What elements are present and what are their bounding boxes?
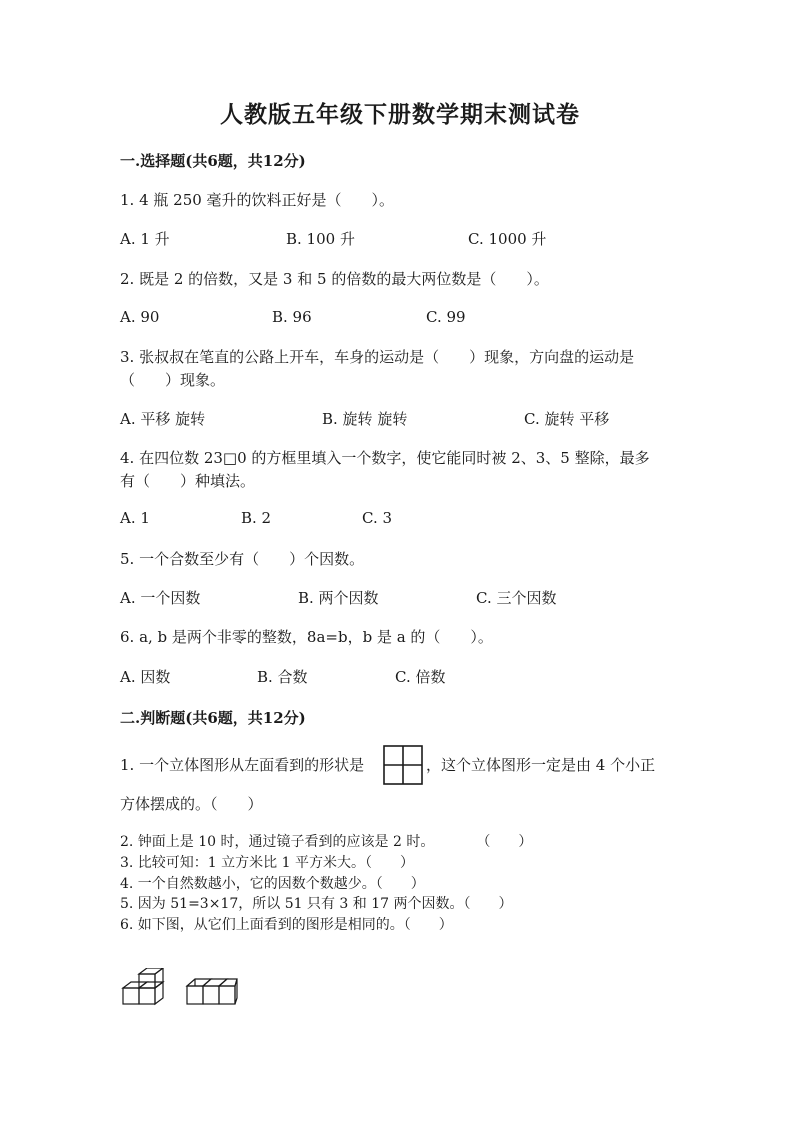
- judge-question-1: 1. 一个立体图形从左面看到的形状是: [120, 756, 365, 774]
- q6-option-c: C. 倍数: [395, 668, 446, 686]
- section-heading-choice: 一.选择题(共6题，共12分): [120, 152, 306, 170]
- q3-option-a: A. 平移 旋转: [120, 410, 206, 428]
- cube-row-figure-right: [184, 972, 240, 1008]
- judge-question-3: 3. 比较可知：1 立方米比 1 平方米大。（ ）: [120, 855, 414, 871]
- q4-option-a: A. 1: [120, 509, 150, 527]
- question-6: 6. a, b 是两个非零的整数，8a=b，b 是 a 的（ ）。: [120, 628, 493, 646]
- judge-question-5: 5. 因为 51=3×17，所以 51 只有 3 和 17 两个因数。（ ）: [120, 896, 513, 912]
- question-1: 1. 4 瓶 250 毫升的饮料正好是（ ）。: [120, 191, 395, 209]
- question-3-line2: （ ）现象。: [120, 371, 226, 389]
- q1-option-c: C. 1000 升: [468, 230, 547, 248]
- q5-option-b: B. 两个因数: [298, 589, 379, 607]
- q5-option-a: A. 一个因数: [120, 589, 201, 607]
- judge-question-6: 6. 如下图，从它们上面看到的图形是相同的。（ ）: [120, 917, 453, 933]
- q4-option-c: C. 3: [362, 509, 393, 527]
- q2-option-c: C. 99: [426, 308, 466, 326]
- page-title: 人教版五年级下册数学期末测试卷: [220, 101, 580, 128]
- q1-option-b: B. 100 升: [286, 230, 355, 248]
- judge-question-1-line2: 方体摆成的。（ ）: [120, 795, 263, 813]
- section-heading-judgement: 二.判断题(共6题，共12分): [120, 709, 306, 727]
- judge-question-4: 4. 一个自然数越小，它的因数个数越少。（ ）: [120, 876, 425, 892]
- q6-option-a: A. 因数: [120, 668, 171, 686]
- question-4: 4. 在四位数 23□0 的方框里填入一个数字，使它能同时被 2、3、5 整除，最多: [120, 449, 650, 467]
- q1-option-a: A. 1 升: [120, 230, 170, 248]
- judge-question-1-cont: ，这个立体图形一定是由 4 个小正: [426, 756, 656, 774]
- q2-option-b: B. 96: [272, 308, 312, 326]
- question-3: 3. 张叔叔在笔直的公路上开车，车身的运动是（ ）现象，方向盘的运动是: [120, 348, 635, 366]
- q3-option-b: B. 旋转 旋转: [322, 410, 408, 428]
- question-4-line2: 有（ ）种填法。: [120, 472, 256, 490]
- q2-option-a: A. 90: [120, 308, 160, 326]
- q5-option-c: C. 三个因数: [476, 589, 557, 607]
- q4-option-b: B. 2: [241, 509, 272, 527]
- question-5: 5. 一个合数至少有（ ）个因数。: [120, 550, 365, 568]
- q3-option-c: C. 旋转 平移: [524, 410, 610, 428]
- q6-option-b: B. 合数: [257, 668, 308, 686]
- cube-stack-figure-left: [120, 968, 174, 1008]
- four-square-grid-icon: [383, 745, 423, 785]
- judge-question-2: 2. 钟面上是 10 时，通过镜子看到的应该是 2 时。 （ ）: [120, 834, 533, 850]
- question-2: 2. 既是 2 的倍数，又是 3 和 5 的倍数的最大两位数是（ ）。: [120, 270, 549, 288]
